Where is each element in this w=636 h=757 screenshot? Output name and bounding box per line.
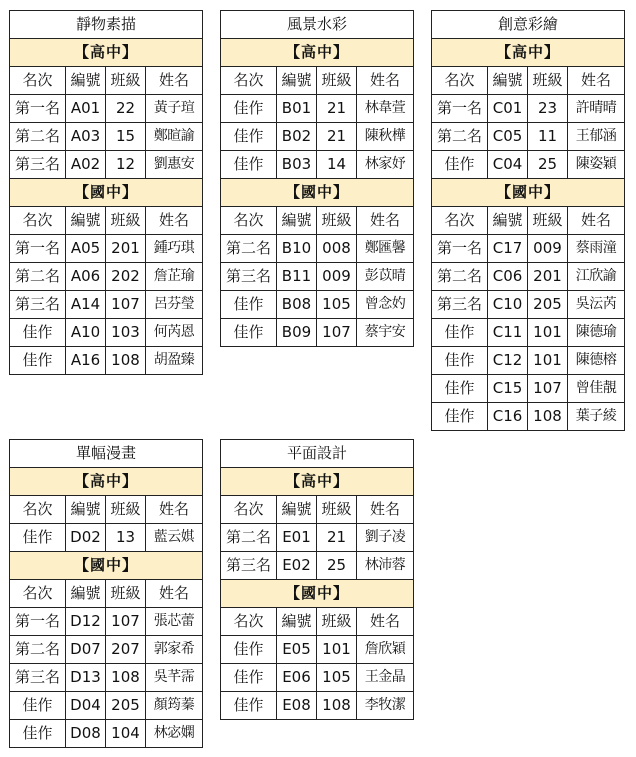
class-cell: 21: [317, 95, 357, 123]
name-cell: 陳姿穎: [568, 151, 625, 179]
id-cell: A16: [66, 347, 106, 375]
rank-cell: 佳作: [221, 123, 277, 151]
section-header-junior-high: 【國中】: [221, 179, 414, 207]
category-title: 單幅漫畫: [10, 440, 203, 468]
id-cell: C15: [488, 375, 528, 403]
column-header-name: 姓名: [146, 207, 203, 235]
column-header-rank: 名次: [221, 207, 277, 235]
column-header-rank: 名次: [432, 67, 488, 95]
table-row: [10, 720, 203, 748]
name-cell: 陳德榕: [568, 347, 625, 375]
table-row: [10, 608, 203, 636]
column-header-id: 編號: [66, 67, 106, 95]
name-cell: 劉子凌: [357, 524, 414, 552]
class-cell: 009: [317, 263, 357, 291]
name-cell: 詹芷瑜: [146, 263, 203, 291]
rank-cell: 佳作: [10, 692, 66, 720]
rank-cell: 第三名: [10, 291, 66, 319]
class-cell: 107: [528, 375, 568, 403]
id-cell: A05: [66, 235, 106, 263]
rank-cell: 第一名: [10, 95, 66, 123]
name-cell: 何芮恩: [146, 319, 203, 347]
column-header-id: 編號: [66, 496, 106, 524]
rank-cell: 第一名: [432, 95, 488, 123]
id-cell: C10: [488, 291, 528, 319]
id-cell: A03: [66, 123, 106, 151]
column-header-rank: 名次: [221, 67, 277, 95]
rank-cell: 第二名: [432, 263, 488, 291]
rank-cell: 佳作: [221, 692, 277, 720]
table-row: [10, 664, 203, 692]
name-cell: 藍云娸: [146, 524, 203, 552]
class-cell: 008: [317, 235, 357, 263]
table-row: [10, 123, 203, 151]
rank-cell: 第二名: [432, 123, 488, 151]
column-header-id: 編號: [66, 580, 106, 608]
id-cell: A14: [66, 291, 106, 319]
table-row: [10, 347, 203, 375]
column-header-id: 編號: [66, 207, 106, 235]
class-cell: 25: [528, 151, 568, 179]
id-cell: C12: [488, 347, 528, 375]
name-cell: 陳秋樺: [357, 123, 414, 151]
table-row: [221, 552, 414, 580]
section-header-junior-high: 【國中】: [10, 179, 203, 207]
category-title: 平面設計: [221, 440, 414, 468]
column-header-name: 姓名: [357, 207, 414, 235]
name-cell: 鄭暄諭: [146, 123, 203, 151]
category-title: 創意彩繪: [432, 11, 625, 39]
column-header-id: 編號: [277, 496, 317, 524]
class-cell: 107: [106, 291, 146, 319]
name-cell: 李牧潔: [357, 692, 414, 720]
section-header-high-school: 【高中】: [10, 39, 203, 67]
id-cell: B01: [277, 95, 317, 123]
table-row: [432, 319, 625, 347]
name-cell: 郭家希: [146, 636, 203, 664]
column-header-class: 班級: [106, 580, 146, 608]
award-table: [9, 439, 203, 748]
column-header-id: 編號: [488, 207, 528, 235]
column-header-rank: 名次: [10, 580, 66, 608]
rank-cell: 佳作: [221, 664, 277, 692]
id-cell: D07: [66, 636, 106, 664]
name-cell: 蔡宇安: [357, 319, 414, 347]
rank-cell: 佳作: [432, 403, 488, 431]
column-header-name: 姓名: [568, 207, 625, 235]
table-row: [10, 151, 203, 179]
id-cell: B03: [277, 151, 317, 179]
table-row: [10, 95, 203, 123]
class-cell: 15: [106, 123, 146, 151]
name-cell: 林沛蓉: [357, 552, 414, 580]
id-cell: D02: [66, 524, 106, 552]
column-header-rank: 名次: [10, 67, 66, 95]
id-cell: B08: [277, 291, 317, 319]
rank-cell: 第二名: [10, 123, 66, 151]
name-cell: 王郁涵: [568, 123, 625, 151]
table-row: [221, 664, 414, 692]
class-cell: 108: [528, 403, 568, 431]
table-row: [432, 291, 625, 319]
id-cell: B09: [277, 319, 317, 347]
rank-cell: 佳作: [432, 347, 488, 375]
name-cell: 江欣諭: [568, 263, 625, 291]
name-cell: 林宓嫻: [146, 720, 203, 748]
class-cell: 103: [106, 319, 146, 347]
id-cell: B02: [277, 123, 317, 151]
class-cell: 202: [106, 263, 146, 291]
table-row: [10, 524, 203, 552]
rank-cell: 第二名: [221, 524, 277, 552]
rank-cell: 佳作: [10, 319, 66, 347]
column-header-class: 班級: [528, 207, 568, 235]
table-row: [432, 403, 625, 431]
table-row: [221, 263, 414, 291]
name-cell: 吳芊霈: [146, 664, 203, 692]
rank-cell: 佳作: [221, 291, 277, 319]
rank-cell: 第一名: [10, 608, 66, 636]
class-cell: 25: [317, 552, 357, 580]
id-cell: B11: [277, 263, 317, 291]
category-title: 風景水彩: [221, 11, 414, 39]
rank-cell: 佳作: [432, 319, 488, 347]
name-cell: 黃子瑄: [146, 95, 203, 123]
rank-cell: 第二名: [10, 263, 66, 291]
table-row: [221, 524, 414, 552]
id-cell: A02: [66, 151, 106, 179]
rank-cell: 佳作: [10, 720, 66, 748]
section-header-high-school: 【高中】: [10, 468, 203, 496]
id-cell: E02: [277, 552, 317, 580]
award-table: [431, 10, 625, 431]
section-header-high-school: 【高中】: [221, 468, 414, 496]
column-header-name: 姓名: [357, 496, 414, 524]
name-cell: 蔡雨潼: [568, 235, 625, 263]
section-header-high-school: 【高中】: [432, 39, 625, 67]
class-cell: 21: [317, 524, 357, 552]
column-header-rank: 名次: [10, 207, 66, 235]
rank-cell: 佳作: [221, 319, 277, 347]
id-cell: A01: [66, 95, 106, 123]
name-cell: 陳德瑜: [568, 319, 625, 347]
column-header-class: 班級: [317, 207, 357, 235]
id-cell: E01: [277, 524, 317, 552]
class-cell: 207: [106, 636, 146, 664]
class-cell: 21: [317, 123, 357, 151]
class-cell: 101: [528, 347, 568, 375]
column-header-name: 姓名: [146, 67, 203, 95]
id-cell: C16: [488, 403, 528, 431]
table-row: [221, 692, 414, 720]
class-cell: 108: [106, 347, 146, 375]
class-cell: 14: [317, 151, 357, 179]
column-header-id: 編號: [277, 207, 317, 235]
name-cell: 林韋萱: [357, 95, 414, 123]
class-cell: 105: [317, 664, 357, 692]
class-cell: 12: [106, 151, 146, 179]
table-row: [221, 151, 414, 179]
name-cell: 曾佳靚: [568, 375, 625, 403]
column-header-rank: 名次: [221, 608, 277, 636]
id-cell: E08: [277, 692, 317, 720]
table-row: [221, 95, 414, 123]
column-header-name: 姓名: [146, 580, 203, 608]
class-cell: 205: [528, 291, 568, 319]
rank-cell: 佳作: [432, 375, 488, 403]
rank-cell: 佳作: [221, 95, 277, 123]
table-row: [10, 692, 203, 720]
table-row: [432, 95, 625, 123]
class-cell: 107: [317, 319, 357, 347]
table-row: [432, 151, 625, 179]
rank-cell: 第三名: [10, 664, 66, 692]
column-header-name: 姓名: [568, 67, 625, 95]
name-cell: 林家妤: [357, 151, 414, 179]
column-header-class: 班級: [106, 67, 146, 95]
name-cell: 曾念妁: [357, 291, 414, 319]
id-cell: D12: [66, 608, 106, 636]
rank-cell: 第三名: [10, 151, 66, 179]
table-row: [10, 636, 203, 664]
rank-cell: 佳作: [432, 151, 488, 179]
column-header-class: 班級: [317, 608, 357, 636]
id-cell: D04: [66, 692, 106, 720]
table-row: [432, 235, 625, 263]
name-cell: 呂芬瑩: [146, 291, 203, 319]
id-cell: A10: [66, 319, 106, 347]
name-cell: 王金晶: [357, 664, 414, 692]
rank-cell: 佳作: [10, 524, 66, 552]
class-cell: 23: [528, 95, 568, 123]
table-row: [221, 636, 414, 664]
id-cell: D13: [66, 664, 106, 692]
class-cell: 101: [528, 319, 568, 347]
column-header-id: 編號: [277, 608, 317, 636]
column-header-class: 班級: [106, 496, 146, 524]
table-row: [221, 235, 414, 263]
table-row: [432, 347, 625, 375]
table-row: [10, 263, 203, 291]
name-cell: 劉惠安: [146, 151, 203, 179]
id-cell: E06: [277, 664, 317, 692]
class-cell: 108: [317, 692, 357, 720]
class-cell: 11: [528, 123, 568, 151]
name-cell: 吳沄芮: [568, 291, 625, 319]
id-cell: C11: [488, 319, 528, 347]
rank-cell: 第三名: [432, 291, 488, 319]
id-cell: D08: [66, 720, 106, 748]
column-header-class: 班級: [317, 496, 357, 524]
name-cell: 許晴晴: [568, 95, 625, 123]
column-header-name: 姓名: [146, 496, 203, 524]
award-table: [220, 10, 414, 347]
table-row: [10, 291, 203, 319]
class-cell: 101: [317, 636, 357, 664]
table-row: [221, 319, 414, 347]
name-cell: 顏筠蓁: [146, 692, 203, 720]
rank-cell: 第三名: [221, 263, 277, 291]
name-cell: 鍾巧琪: [146, 235, 203, 263]
rank-cell: 第二名: [221, 235, 277, 263]
table-row: [432, 375, 625, 403]
section-header-high-school: 【高中】: [221, 39, 414, 67]
name-cell: 彭苡晴: [357, 263, 414, 291]
rank-cell: 第三名: [221, 552, 277, 580]
section-header-junior-high: 【國中】: [221, 580, 414, 608]
rank-cell: 第二名: [10, 636, 66, 664]
class-cell: 201: [528, 263, 568, 291]
award-table: [220, 439, 414, 720]
column-header-class: 班級: [528, 67, 568, 95]
award-table: [9, 10, 203, 375]
column-header-rank: 名次: [10, 496, 66, 524]
class-cell: 201: [106, 235, 146, 263]
name-cell: 詹欣穎: [357, 636, 414, 664]
id-cell: A06: [66, 263, 106, 291]
column-header-rank: 名次: [432, 207, 488, 235]
name-cell: 張芯蕾: [146, 608, 203, 636]
column-header-id: 編號: [277, 67, 317, 95]
class-cell: 22: [106, 95, 146, 123]
rank-cell: 佳作: [221, 151, 277, 179]
table-row: [10, 235, 203, 263]
rank-cell: 佳作: [10, 347, 66, 375]
id-cell: C06: [488, 263, 528, 291]
rank-cell: 第一名: [10, 235, 66, 263]
column-header-class: 班級: [317, 67, 357, 95]
class-cell: 105: [317, 291, 357, 319]
column-header-rank: 名次: [221, 496, 277, 524]
rank-cell: 第一名: [432, 235, 488, 263]
id-cell: C01: [488, 95, 528, 123]
table-row: [221, 291, 414, 319]
table-row: [221, 123, 414, 151]
table-row: [432, 263, 625, 291]
class-cell: 13: [106, 524, 146, 552]
id-cell: C05: [488, 123, 528, 151]
class-cell: 108: [106, 664, 146, 692]
id-cell: E05: [277, 636, 317, 664]
table-row: [10, 319, 203, 347]
id-cell: C17: [488, 235, 528, 263]
class-cell: 104: [106, 720, 146, 748]
name-cell: 葉子綾: [568, 403, 625, 431]
class-cell: 107: [106, 608, 146, 636]
column-header-name: 姓名: [357, 608, 414, 636]
id-cell: C04: [488, 151, 528, 179]
section-header-junior-high: 【國中】: [10, 552, 203, 580]
name-cell: 胡盈臻: [146, 347, 203, 375]
category-title: 靜物素描: [10, 11, 203, 39]
column-header-name: 姓名: [357, 67, 414, 95]
table-row: [432, 123, 625, 151]
column-header-id: 編號: [488, 67, 528, 95]
id-cell: B10: [277, 235, 317, 263]
class-cell: 009: [528, 235, 568, 263]
name-cell: 鄭匯馨: [357, 235, 414, 263]
column-header-class: 班級: [106, 207, 146, 235]
rank-cell: 佳作: [221, 636, 277, 664]
class-cell: 205: [106, 692, 146, 720]
section-header-junior-high: 【國中】: [432, 179, 625, 207]
